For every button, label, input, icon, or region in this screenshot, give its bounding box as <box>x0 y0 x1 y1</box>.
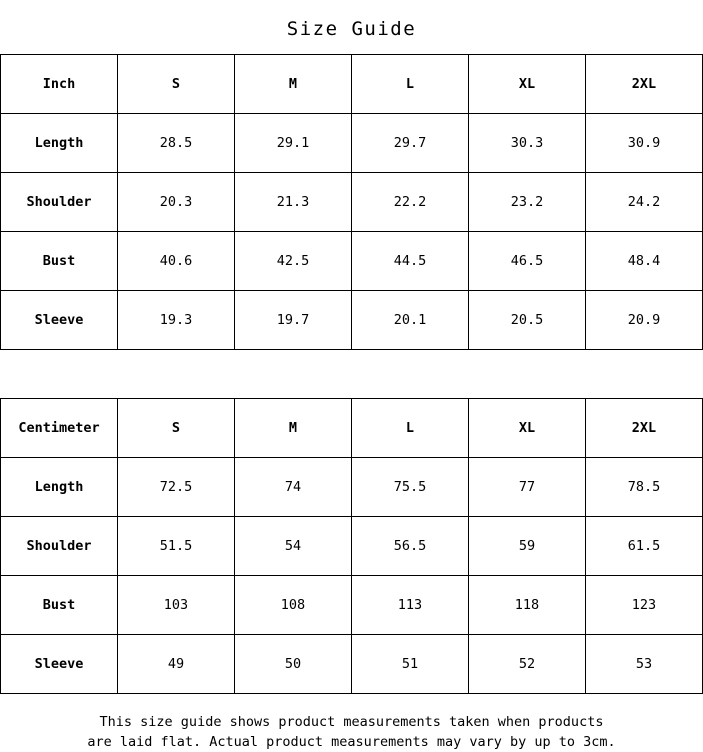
measure-label-shoulder: Shoulder <box>1 517 118 576</box>
page-title: Size Guide <box>286 18 417 40</box>
cell-sleeve-s: 19.3 <box>118 291 235 350</box>
footnote <box>0 694 703 752</box>
table-header-row <box>1 55 703 114</box>
cell-bust-xl: 118 <box>469 576 586 635</box>
table-row <box>1 635 703 694</box>
cell-bust-s: 103 <box>118 576 235 635</box>
cell-length-m: 74 <box>235 458 352 517</box>
cell-length-l: 29.7 <box>352 114 469 173</box>
cell-shoulder-s: 51.5 <box>118 517 235 576</box>
measure-label-sleeve: Sleeve <box>1 635 118 694</box>
cell-length-s: 28.5 <box>118 114 235 173</box>
size-header-s: S <box>118 55 235 114</box>
cell-shoulder-xl: 59 <box>469 517 586 576</box>
cell-length-m: 29.1 <box>235 114 352 173</box>
cell-bust-l: 44.5 <box>352 232 469 291</box>
cell-bust-2xl: 48.4 <box>586 232 703 291</box>
table-row <box>1 232 703 291</box>
cell-shoulder-m: 54 <box>235 517 352 576</box>
cell-shoulder-s: 20.3 <box>118 173 235 232</box>
cell-length-s: 72.5 <box>118 458 235 517</box>
cell-shoulder-m: 21.3 <box>235 173 352 232</box>
cell-shoulder-l: 22.2 <box>352 173 469 232</box>
cell-length-2xl: 30.9 <box>586 114 703 173</box>
measure-label-shoulder: Shoulder <box>1 173 118 232</box>
cell-bust-2xl: 123 <box>586 576 703 635</box>
cell-bust-l: 113 <box>352 576 469 635</box>
measure-label-length: Length <box>1 458 118 517</box>
size-header-xl: XL <box>469 399 586 458</box>
table-row <box>1 114 703 173</box>
cell-sleeve-xl: 20.5 <box>469 291 586 350</box>
size-header-l: L <box>352 55 469 114</box>
cell-shoulder-l: 56.5 <box>352 517 469 576</box>
size-header-m: M <box>235 55 352 114</box>
size-header-2xl: 2XL <box>586 399 703 458</box>
cell-shoulder-2xl: 61.5 <box>586 517 703 576</box>
cell-length-2xl: 78.5 <box>586 458 703 517</box>
cell-shoulder-2xl: 24.2 <box>586 173 703 232</box>
size-header-s: S <box>118 399 235 458</box>
cell-bust-m: 108 <box>235 576 352 635</box>
size-header-2xl: 2XL <box>586 55 703 114</box>
table-row <box>1 173 703 232</box>
cell-length-l: 75.5 <box>352 458 469 517</box>
table-separator <box>0 350 703 398</box>
table-header-row <box>1 399 703 458</box>
cell-bust-m: 42.5 <box>235 232 352 291</box>
footnote-line-2: are laid flat. Actual product measurements may vary by up to 3cm. <box>87 734 616 750</box>
cell-length-xl: 30.3 <box>469 114 586 173</box>
table-row <box>1 517 703 576</box>
cell-sleeve-l: 20.1 <box>352 291 469 350</box>
table-row <box>1 291 703 350</box>
measure-label-length: Length <box>1 114 118 173</box>
cell-sleeve-2xl: 20.9 <box>586 291 703 350</box>
cell-sleeve-m: 50 <box>235 635 352 694</box>
cell-length-xl: 77 <box>469 458 586 517</box>
unit-label-inch: Inch <box>1 55 118 114</box>
size-table-centimeter <box>0 398 703 694</box>
cell-sleeve-2xl: 53 <box>586 635 703 694</box>
cell-sleeve-l: 51 <box>352 635 469 694</box>
size-header-l: L <box>352 399 469 458</box>
size-header-xl: XL <box>469 55 586 114</box>
unit-label-centimeter: Centimeter <box>1 399 118 458</box>
size-table-inch <box>0 54 703 350</box>
measure-label-sleeve: Sleeve <box>1 291 118 350</box>
cell-sleeve-xl: 52 <box>469 635 586 694</box>
cell-sleeve-m: 19.7 <box>235 291 352 350</box>
footnote-line-1: This size guide shows product measurements taken when products <box>99 714 604 730</box>
table-row <box>1 458 703 517</box>
cell-bust-s: 40.6 <box>118 232 235 291</box>
measure-label-bust: Bust <box>1 232 118 291</box>
cell-bust-xl: 46.5 <box>469 232 586 291</box>
size-header-m: M <box>235 399 352 458</box>
cell-shoulder-xl: 23.2 <box>469 173 586 232</box>
cell-sleeve-s: 49 <box>118 635 235 694</box>
table-row <box>1 576 703 635</box>
measure-label-bust: Bust <box>1 576 118 635</box>
